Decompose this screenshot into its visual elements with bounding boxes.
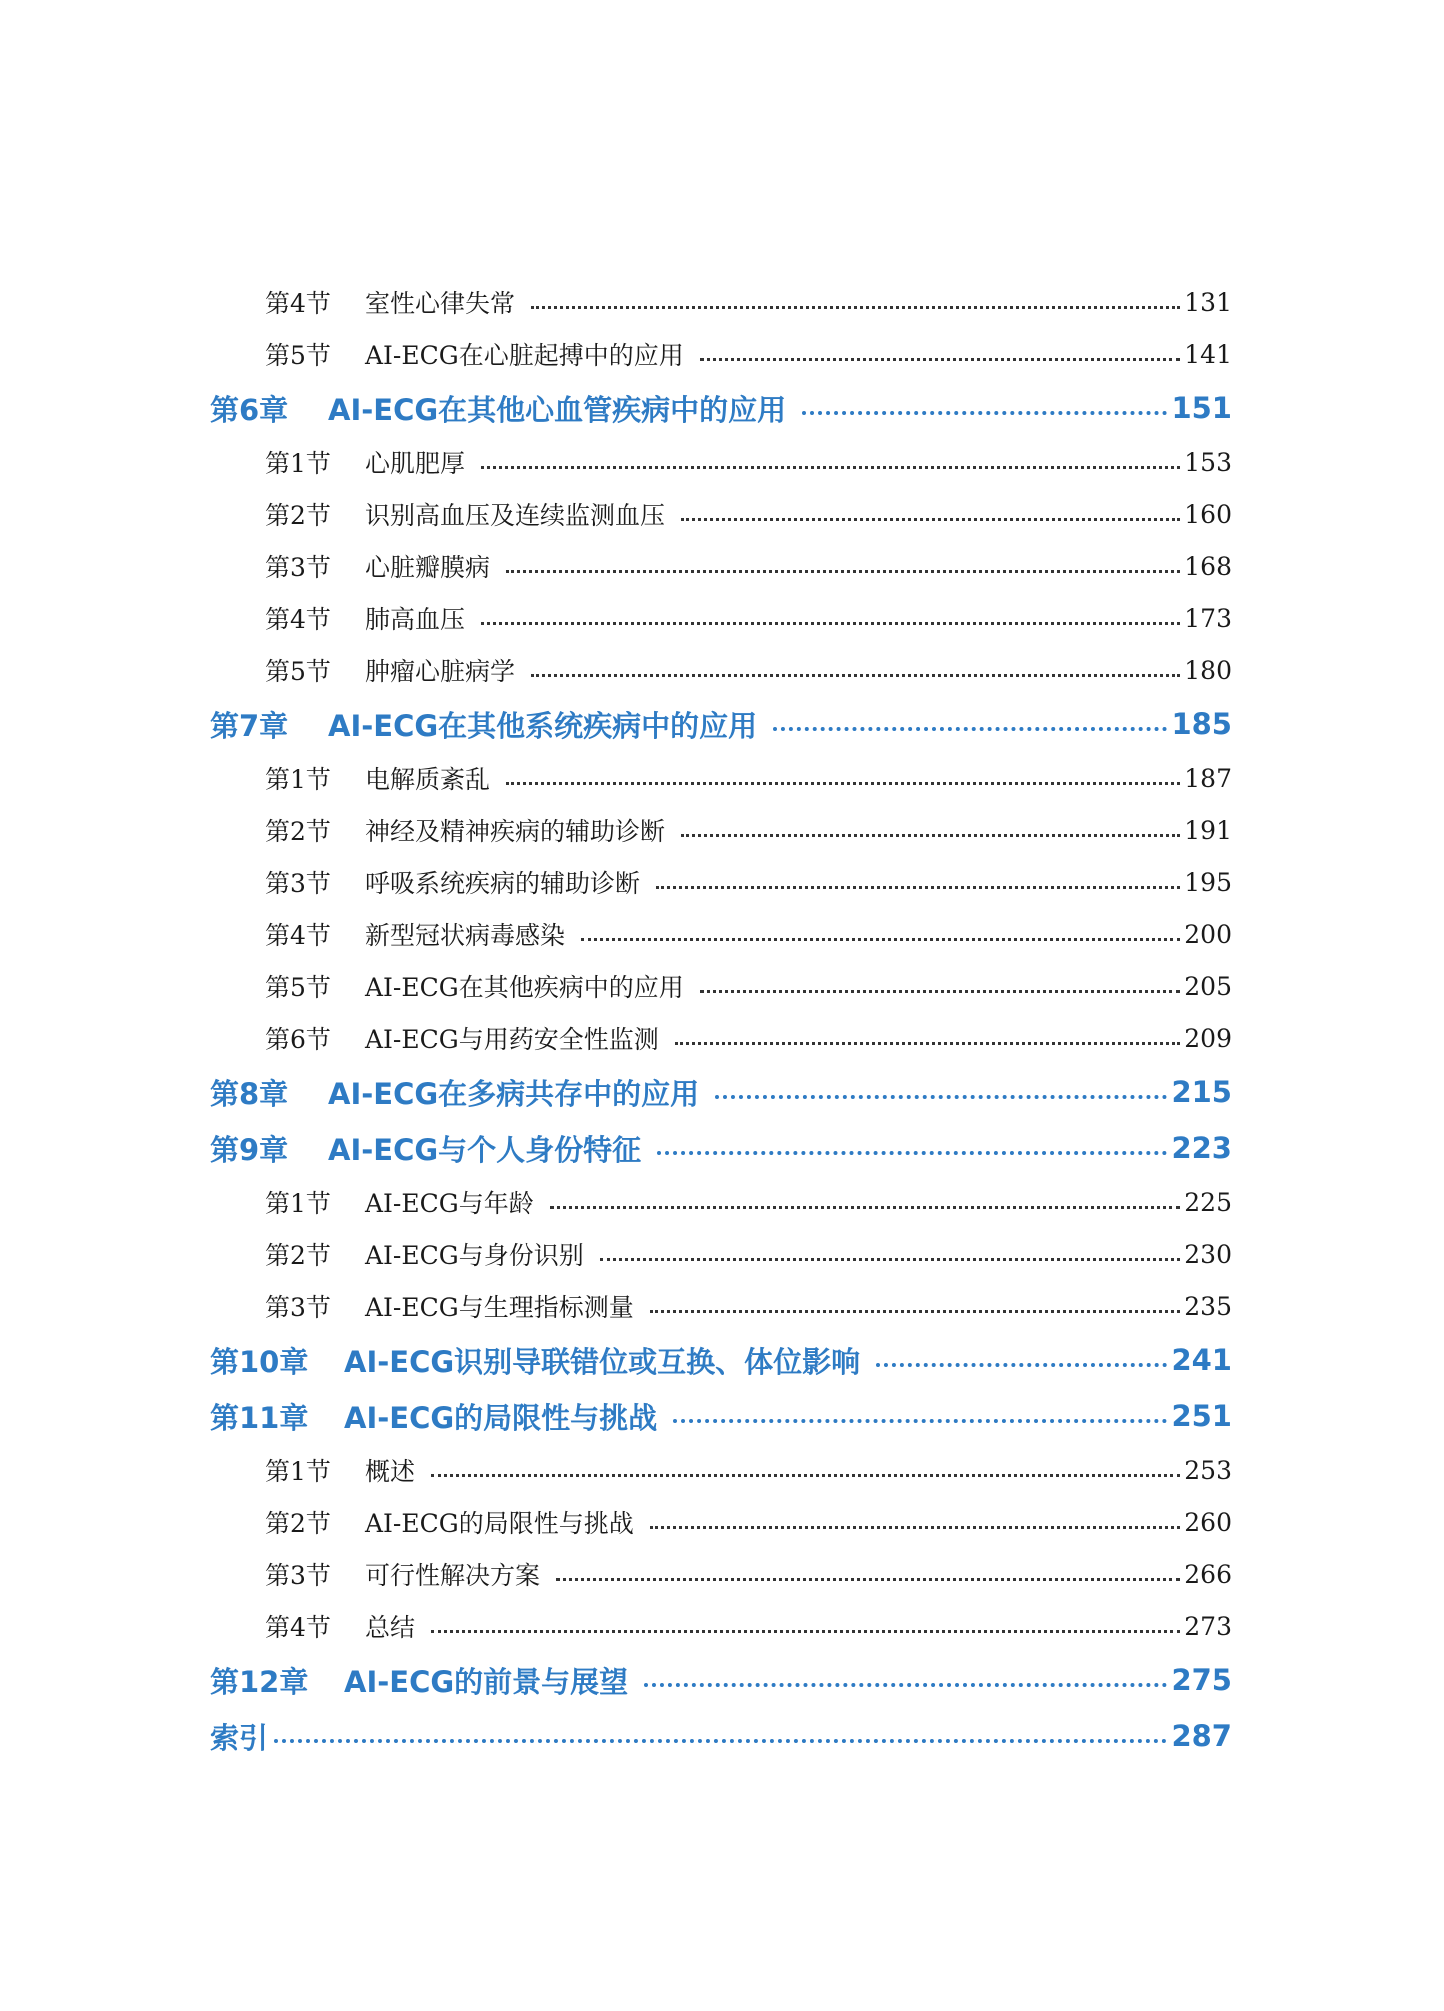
section-number: 第1节 [265,1189,331,1218]
toc-chapter-entry[interactable] [0,1388,1232,1444]
section-number: 第5节 [265,973,331,1002]
section-number: 第4节 [265,289,331,318]
chapter-title: AI-ECG与个人身份特征 [328,1132,642,1167]
toc-chapter-entry[interactable] [0,380,1232,436]
toc-section-entry[interactable] [0,592,1232,644]
section-title: AI-ECG与身份识别 [365,1241,584,1270]
page-number: 205 [1184,971,1232,1001]
page-number: 187 [1184,763,1232,793]
section-title: 识别高血压及连续监测血压 [365,501,666,530]
toc-chapter-entry[interactable] [0,1708,1232,1764]
dot-leader [700,354,1181,361]
toc-section-entry[interactable] [0,644,1232,696]
dot-leader [481,462,1180,469]
dot-leader [556,1574,1180,1581]
toc-section-entry[interactable] [0,1496,1232,1548]
toc-chapter-entry[interactable] [0,1332,1232,1388]
chapter-number: 第6章 [210,392,289,427]
toc-section-entry[interactable] [0,1228,1232,1280]
page-number: 215 [1171,1075,1232,1109]
section-number: 第5节 [265,341,331,370]
chapter-number: 第7章 [210,708,289,743]
chapter-number: 第11章 [210,1400,309,1435]
toc-section-entry[interactable] [0,1280,1232,1332]
section-number: 第3节 [265,869,331,898]
table-of-contents [0,276,1444,1764]
toc-chapter-entry[interactable] [0,696,1232,752]
section-title: 概述 [365,1457,416,1486]
chapter-title: AI-ECG的前景与展望 [344,1664,629,1699]
toc-section-entry[interactable] [0,328,1232,380]
toc-section-entry[interactable] [0,856,1232,908]
page-number: 160 [1184,499,1232,529]
page-number: 153 [1184,447,1232,477]
chapter-number: 第10章 [210,1344,309,1379]
section-title: 电解质紊乱 [365,765,491,794]
toc-chapter-entry[interactable] [0,1652,1232,1708]
section-title: AI-ECG与生理指标测量 [365,1293,634,1322]
dot-leader [876,1359,1167,1367]
section-title: 肺高血压 [365,605,466,634]
toc-section-entry[interactable] [0,1444,1232,1496]
dot-leader [650,1522,1181,1529]
chapter-title: AI-ECG识别导联错位或互换、体位影响 [344,1344,861,1379]
chapter-number: 索引 [210,1720,269,1755]
section-title: AI-ECG与用药安全性监测 [365,1025,659,1054]
dot-leader [802,407,1167,415]
page-number: 266 [1184,1559,1232,1589]
dot-leader [431,1470,1180,1477]
dot-leader [700,986,1181,993]
section-number: 第2节 [265,501,331,530]
page-number: 191 [1184,815,1232,845]
page-number: 141 [1184,339,1232,369]
section-title: 室性心律失常 [365,289,516,318]
toc-section-entry[interactable] [0,804,1232,856]
toc-section-entry[interactable] [0,908,1232,960]
dot-leader [506,778,1180,785]
section-number: 第1节 [265,1457,331,1486]
section-number: 第5节 [265,657,331,686]
section-number: 第2节 [265,817,331,846]
section-title: AI-ECG在心脏起搏中的应用 [365,341,684,370]
page-number: 223 [1171,1131,1232,1165]
dot-leader [681,830,1180,837]
toc-section-entry[interactable] [0,436,1232,488]
page-number: 273 [1184,1611,1232,1641]
section-number: 第2节 [265,1241,331,1270]
dot-leader [531,670,1180,677]
section-title: 新型冠状病毒感染 [365,921,566,950]
section-number: 第4节 [265,921,331,950]
toc-section-entry[interactable] [0,540,1232,592]
page-number: 173 [1184,603,1232,633]
page-number: 275 [1171,1663,1232,1697]
dot-leader [673,1415,1167,1423]
section-title: 神经及精神疾病的辅助诊断 [365,817,666,846]
page-number: 180 [1184,655,1232,685]
section-title: AI-ECG与年龄 [365,1189,534,1218]
toc-section-entry[interactable] [0,752,1232,804]
page-number: 253 [1184,1455,1232,1485]
chapter-title: AI-ECG在其他心血管疾病中的应用 [328,392,787,427]
page-number: 209 [1184,1023,1232,1053]
chapter-title: AI-ECG在多病共存中的应用 [328,1076,700,1111]
page-number: 225 [1184,1187,1232,1217]
dot-leader [773,723,1167,731]
section-title: 肿瘤心脏病学 [365,657,516,686]
dot-leader [481,618,1180,625]
section-number: 第4节 [265,1613,331,1642]
toc-section-entry[interactable] [0,1012,1232,1064]
dot-leader [656,882,1180,889]
section-title: AI-ECG的局限性与挑战 [365,1509,634,1538]
section-number: 第6节 [265,1025,331,1054]
dot-leader [550,1202,1181,1209]
page-number: 251 [1171,1399,1232,1433]
dot-leader [681,514,1180,521]
dot-leader [506,566,1180,573]
page-number: 151 [1171,391,1232,425]
page-number: 195 [1184,867,1232,897]
dot-leader [581,934,1180,941]
section-number: 第3节 [265,1293,331,1322]
dot-leader [657,1147,1167,1155]
page-number: 230 [1184,1239,1232,1269]
toc-chapter-entry[interactable] [0,1120,1232,1176]
dot-leader [531,302,1180,309]
chapter-number: 第12章 [210,1664,309,1699]
toc-section-entry[interactable] [0,276,1232,328]
toc-section-entry[interactable] [0,1600,1232,1652]
chapter-number: 第8章 [210,1076,289,1111]
section-number: 第4节 [265,605,331,634]
toc-section-entry[interactable] [0,488,1232,540]
page-number: 131 [1184,287,1232,317]
section-title: 总结 [365,1613,416,1642]
dot-leader [675,1038,1181,1045]
toc-section-entry[interactable] [0,1548,1232,1600]
page-number: 235 [1184,1291,1232,1321]
section-number: 第1节 [265,449,331,478]
section-title: 心肌肥厚 [365,449,466,478]
section-title: 可行性解决方案 [365,1561,541,1590]
section-number: 第2节 [265,1509,331,1538]
section-number: 第1节 [265,765,331,794]
dot-leader [600,1254,1181,1261]
toc-chapter-entry[interactable] [0,1064,1232,1120]
dot-leader [431,1626,1180,1633]
toc-section-entry[interactable] [0,1176,1232,1228]
chapter-title: AI-ECG在其他系统疾病中的应用 [328,708,758,743]
page-number: 241 [1171,1343,1232,1377]
section-title: 呼吸系统疾病的辅助诊断 [365,869,641,898]
toc-section-entry[interactable] [0,960,1232,1012]
page-number: 168 [1184,551,1232,581]
chapter-title: AI-ECG的局限性与挑战 [344,1400,658,1435]
page-number: 200 [1184,919,1232,949]
dot-leader [650,1306,1181,1313]
page-number: 185 [1171,707,1232,741]
page-number: 287 [1171,1719,1232,1753]
chapter-number: 第9章 [210,1132,289,1167]
section-title: 心脏瓣膜病 [365,553,491,582]
dot-leader [274,1735,1167,1743]
page-number: 260 [1184,1507,1232,1537]
dot-leader [715,1091,1167,1099]
dot-leader [644,1679,1167,1687]
section-number: 第3节 [265,553,331,582]
section-number: 第3节 [265,1561,331,1590]
section-title: AI-ECG在其他疾病中的应用 [365,973,684,1002]
